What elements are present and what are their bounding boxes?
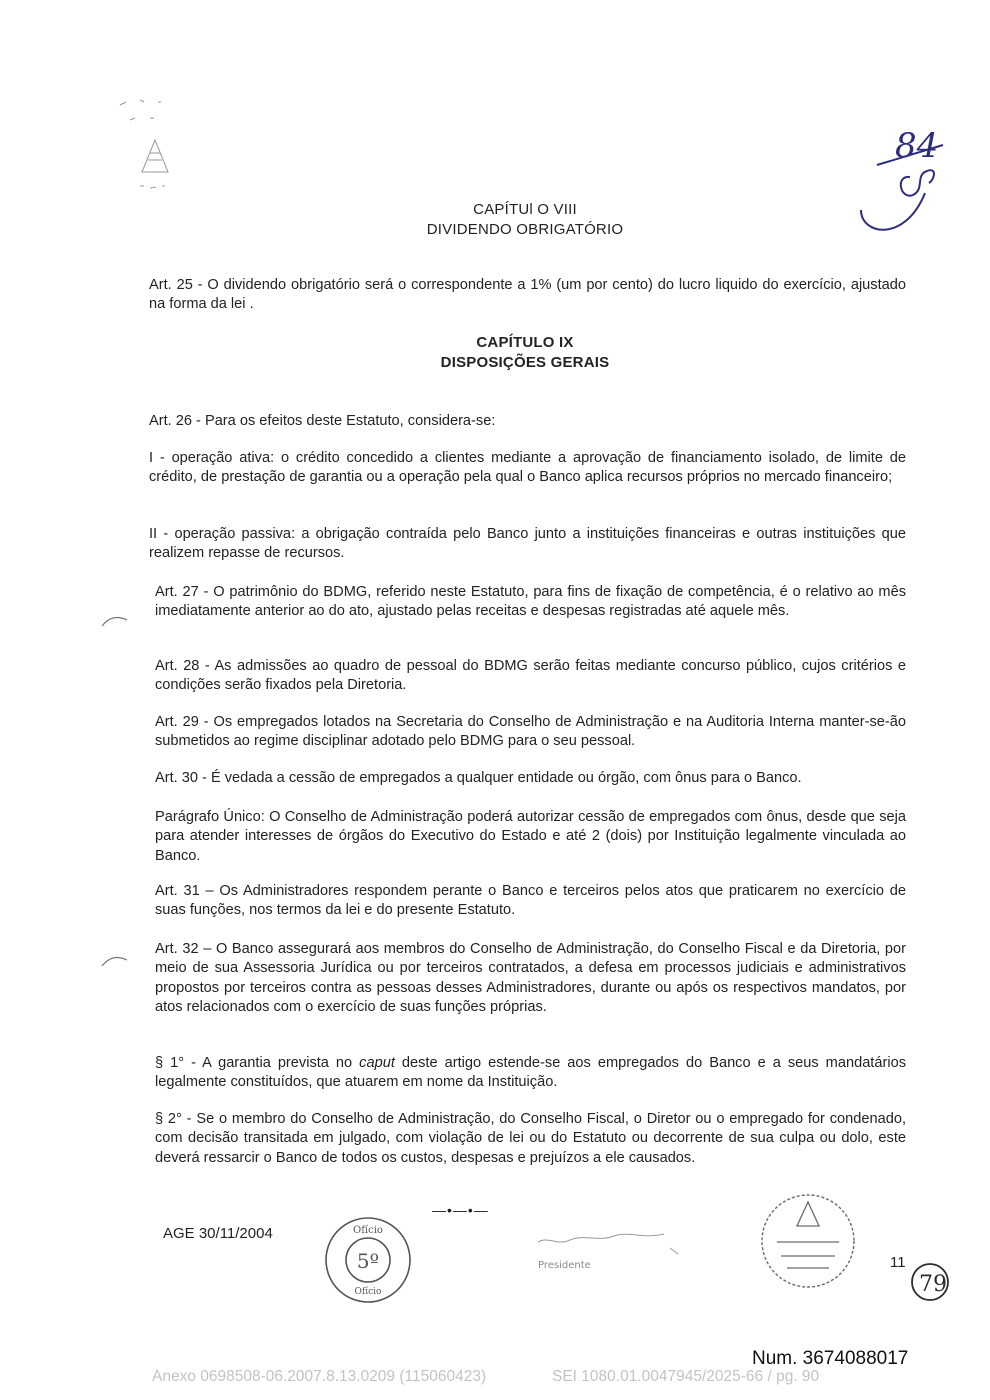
article-26: Art. 26 - Para os efeitos deste Estatuto, considera-se: [149,413,496,429]
faint-logo-icon [100,90,210,200]
signature-icon [520,1228,690,1278]
stamp-text-center: 5º [356,1249,380,1273]
article-29: Art. 29 - Os empregados lotados na Secretaria do Conselho de Administração e na Auditoria Interna manter-se-ão submetidos ao regime disciplinar adotado pelo BDMG para o seu pessoal. [155,714,906,750]
footer-date: AGE 30/11/2004 [163,1225,273,1242]
handwritten-initials-icon [855,115,950,245]
article-32-paragraph-2: § 2° - Se o membro do Conselho de Administração, do Conselho Fiscal, o Diretor ou o empregado for condenado, com decisão transitada em julgado, com violação de lei ou do Estatuto ou decorrente de sua culpa ou dolo, este deverá ressarcir o Banco de todos os custos, despesas e prejuízos a ele causados. [155,1111,906,1166]
stamp-text-bottom: Ofício [354,1287,382,1297]
p1-text-italic: caput [359,1055,395,1071]
stamp-text-top: Ofício [353,1225,383,1236]
article-32: Art. 32 – O Banco assegurará aos membros do Conselho de Administração, do Conselho Fiscal e da Diretoria, por meio de sua Assessoria Jurídica ou por terceiros contratados, a defesa em processos judiciais e administrativos propostos por terceiros contra as pessoas desses Administradores, durante ou após os respectivos mandatos, por atos relacionados com o exercício de suas funções próprias. [155,941,906,1016]
p1-text-before: § 1° - A garantia prevista no [155,1055,360,1071]
margin-mark-icon [100,612,130,632]
article-32-paragraph-1 [155,1054,906,1093]
article-28: Art. 28 - As admissões ao quadro de pessoal do BDMG serão feitas mediante concurso público, cujos critérios e condições serão fixados pela Diretoria. [155,658,906,694]
document-number: Num. 3674088017 [752,1348,909,1369]
signature-role: Presidente [538,1260,591,1271]
annex-watermark: Anexo 0698508-06.2007.8.13.0209 (115060423) [152,1368,487,1385]
article-27: Art. 27 - O patrimônio do BDMG, referido neste Estatuto, para fins de fixação de competência, é o relativo ao mês imediatamente anterior ao do ato, ajustado pelas receitas e despesas registradas até aquele mês. [155,584,906,620]
article-26-item-1: I - operação ativa: o crédito concedido a clientes mediante a aprovação de financiamento isolado, de limite de crédito, de prestação de garantia ou a operação pela qual o Banco aplica recursos próprios no mercado financeiro; [149,450,906,486]
handwritten-number: 79 [919,1272,947,1297]
notary-stamp-icon [322,1214,414,1306]
chapter-9-heading [300,333,750,373]
article-30: Art. 30 - É vedada a cessão de empregados a qualquer entidade ou órgão, com ônus para o Banco. [155,770,802,786]
sei-watermark: SEI 1080.01.0047945/2025-66 / pg. 90 [552,1368,820,1385]
margin-mark-icon [100,952,130,972]
article-31: Art. 31 – Os Administradores respondem perante o Banco e terceiros pelos atos que praticarem no exercício de suas funções, nos termos da lei e do presente Estatuto. [155,883,906,919]
p1-text-after: deste artigo estende-se aos empregados do Banco e a seus mandatários legalmente constituídos, que atuarem em nome da Instituição. [155,1055,906,1091]
chapter-8-title: DIVIDENDO OBRIGATÓRIO [426,221,624,238]
article-25: Art. 25 - O dividendo obrigatório será o correspondente a 1% (um por cento) do lucro liquido do exercício, ajustado na forma da lei . [149,277,906,313]
bank-seal-icon [757,1190,859,1292]
chapter-9-number: CAPÍTULO IX [476,334,574,351]
handwritten-circled-number-icon [908,1258,950,1308]
article-30-sole-paragraph: Parágrafo Único: O Conselho de Administração poderá autorizar cessão de empregados com ônus, desde que seja para atender interesses de órgãos do Executivo do Estado e até 2 (dois) por Instituição legalmente vinculada ao Banco. [155,809,906,864]
chapter-9-title: DISPOSIÇÕES GERAIS [440,354,610,371]
chapter-8-heading [300,200,750,240]
chapter-8-number: CAPÍTUl O VIII [473,201,577,218]
page-number: 11 [890,1254,906,1271]
handwritten-page-ref: 84 [895,126,939,166]
end-separator: —•—•— [432,1202,489,1218]
article-26-item-2: II - operação passiva: a obrigação contraída pelo Banco junto a instituições financeiras e outras instituições que realizem repasse de recursos. [149,526,906,562]
